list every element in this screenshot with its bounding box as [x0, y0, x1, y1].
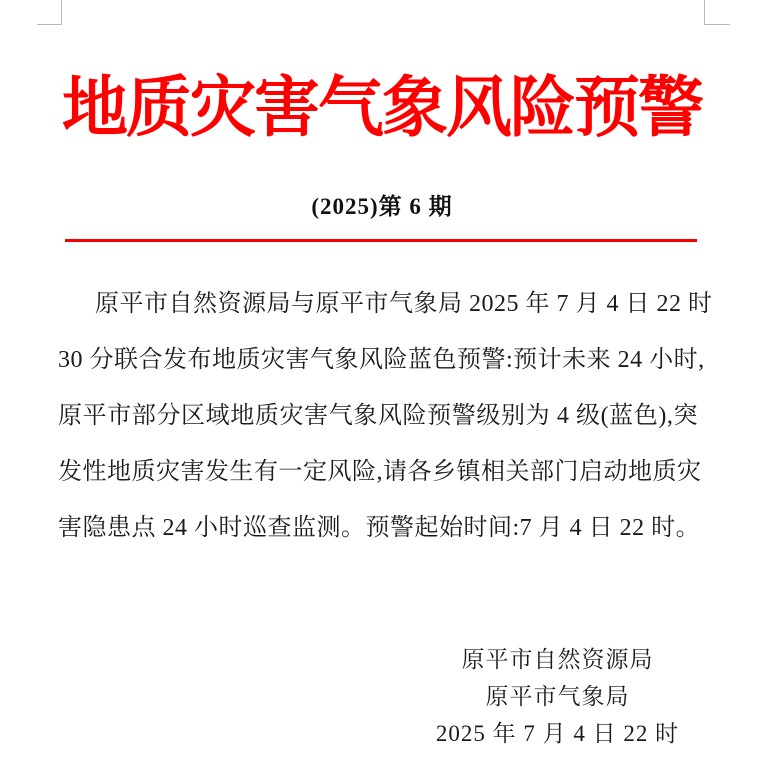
- signature-authority-2: 原平市气象局: [485, 684, 630, 709]
- body-paragraph: [58, 276, 713, 556]
- document-title: 地质灾害气象风险预警: [62, 72, 702, 145]
- page-margin-mark-left-vertical: [61, 0, 62, 25]
- signature-date: 2025 年 7 月 4 日 22 时: [435, 721, 680, 746]
- signature-authority-1: 原平市自然资源局: [461, 647, 654, 672]
- page-margin-mark-right-vertical: [704, 0, 705, 25]
- page-margin-mark-right-horizontal: [704, 24, 730, 25]
- header-divider-rule: [65, 239, 697, 242]
- body-line: 30 分联合发布地质灾害气象风险蓝色预警:预计未来 24 小时,: [58, 347, 705, 373]
- page-margin-mark-left-horizontal: [37, 24, 62, 25]
- body-line: 发性地质灾害发生有一定风险,请各乡镇相关部门启动地质灾: [58, 459, 702, 485]
- body-line: 原平市部分区域地质灾害气象风险预警级别为 4 级(蓝色),突: [58, 403, 698, 429]
- issue-number: (2025)第 6 期: [311, 194, 453, 219]
- signature-block: [405, 641, 710, 752]
- body-line: 原平市自然资源局与原平市气象局 2025 年 7 月 4 日 22 时: [95, 291, 713, 317]
- body-line: 害隐患点 24 小时巡查监测。预警起始时间:7 月 4 日 22 时。: [58, 515, 701, 541]
